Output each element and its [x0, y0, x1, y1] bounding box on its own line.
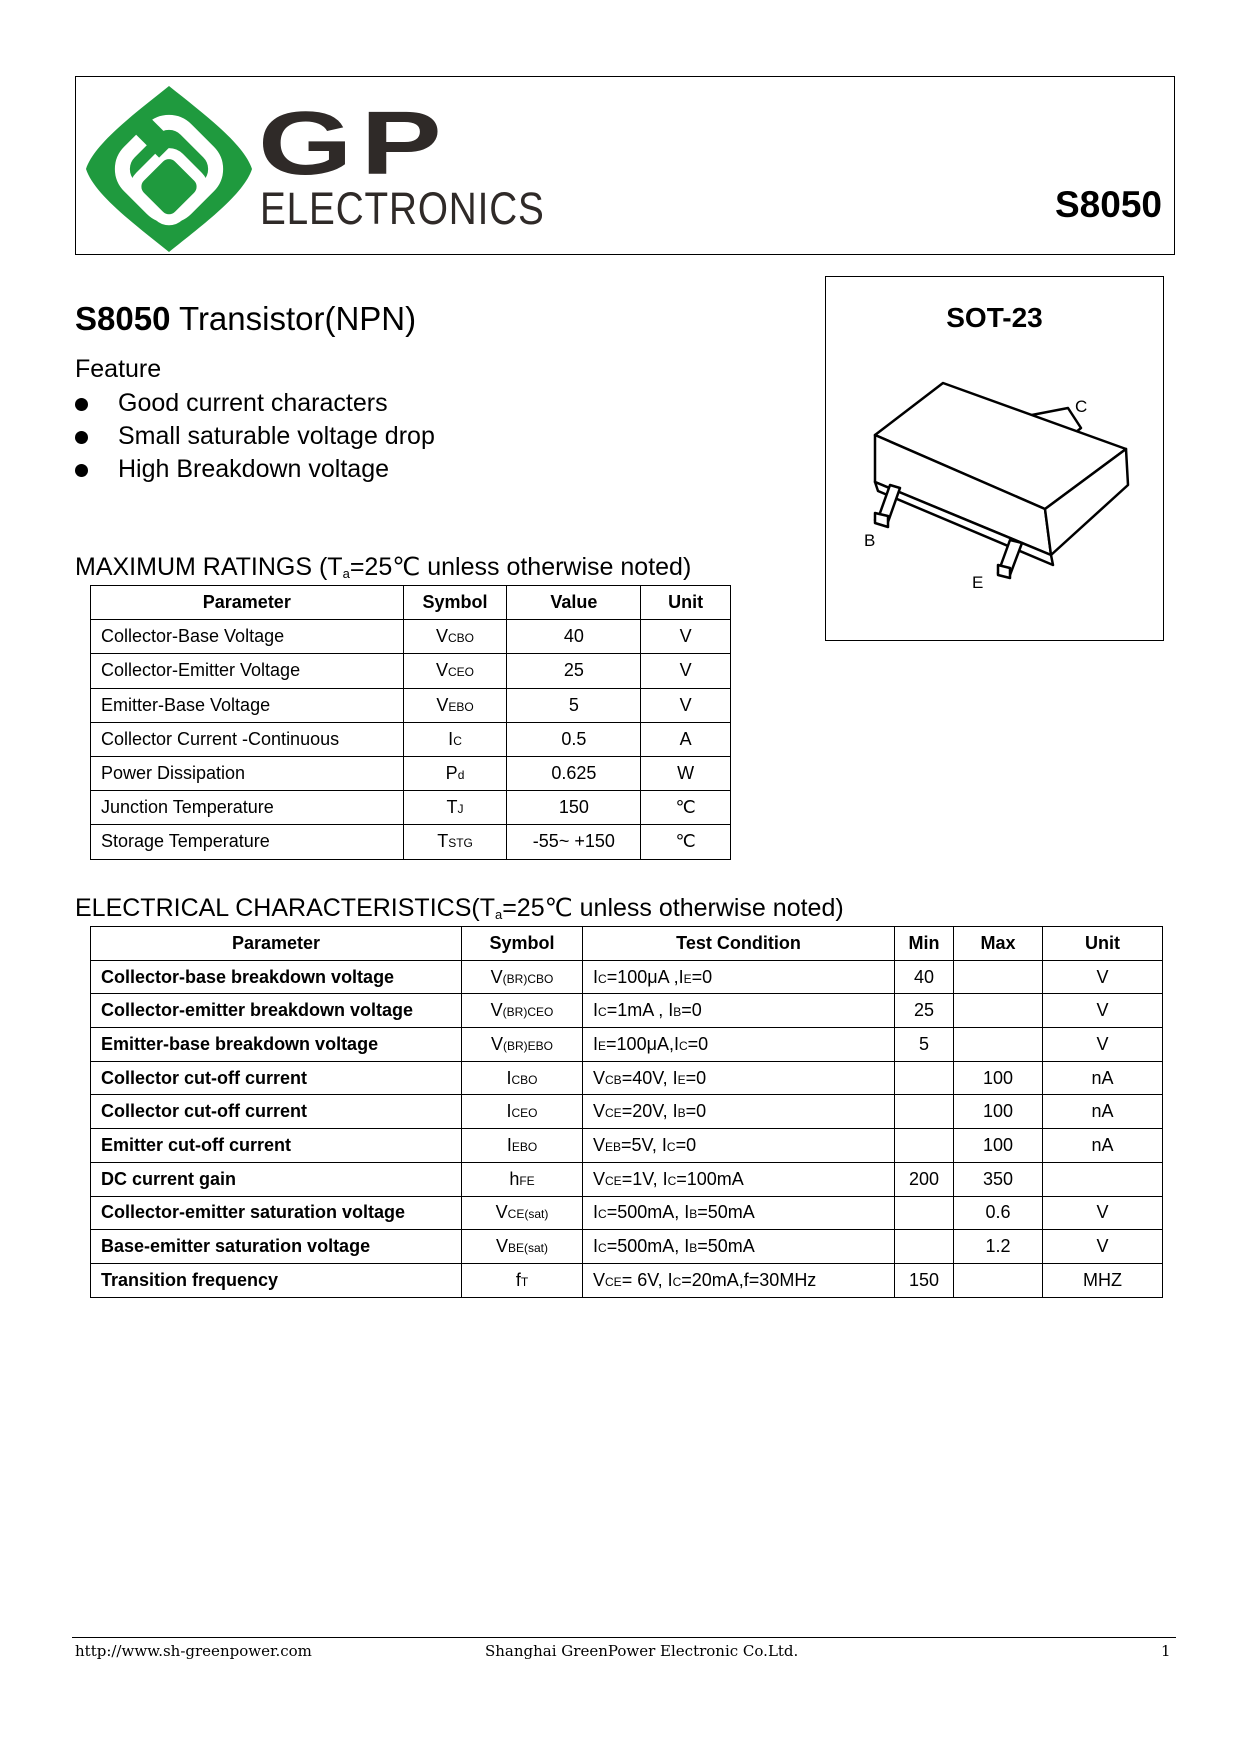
- symbol-cell: [462, 1095, 583, 1129]
- text-segment: CEO: [511, 1106, 538, 1121]
- text-segment: I: [448, 728, 454, 749]
- text-segment: f: [515, 1269, 521, 1290]
- param-cell: Emitter cut-off current: [91, 1129, 462, 1163]
- text-segment: =50mA: [697, 1236, 755, 1257]
- text-segment: CE: [605, 1106, 622, 1121]
- param-cell: Collector cut-off current: [91, 1095, 462, 1129]
- column-header: Value: [507, 586, 641, 620]
- text-segment: B: [689, 1207, 698, 1222]
- symbol-cell: [462, 960, 583, 994]
- unit-cell: V: [1043, 960, 1163, 994]
- param-cell: Collector-Emitter Voltage: [91, 654, 404, 688]
- table-row: [91, 791, 731, 825]
- text-segment: V: [436, 626, 449, 647]
- text-segment: =20V, I: [621, 1101, 678, 1122]
- text-segment: =50mA: [697, 1202, 755, 1223]
- text-segment: I: [593, 966, 599, 987]
- text-segment: E: [677, 1072, 686, 1087]
- unit-cell: [1043, 1162, 1163, 1196]
- page-title: [75, 302, 416, 335]
- feature-text: Good current characters: [118, 389, 388, 417]
- text-segment: V: [436, 694, 449, 715]
- text-segment: (BR)CEO: [502, 1005, 554, 1020]
- table-row: [91, 688, 731, 722]
- text-segment: B: [677, 1106, 686, 1121]
- unit-cell: nA: [1043, 1061, 1163, 1095]
- text-segment: h: [509, 1168, 520, 1189]
- text-segment: =0: [691, 966, 713, 987]
- table-row: [91, 960, 1163, 994]
- table-row: [91, 1196, 1163, 1230]
- logo-electronics-text: ELECTRONICS: [260, 183, 545, 234]
- symbol-cell: [462, 1196, 583, 1230]
- unit-cell: V: [641, 654, 731, 688]
- param-cell: Collector cut-off current: [91, 1061, 462, 1095]
- text-segment: B: [673, 1005, 682, 1020]
- condition-cell: [583, 1196, 895, 1230]
- pin-b-label: B: [864, 531, 876, 550]
- text-segment: CE(sat): [507, 1207, 549, 1222]
- text-segment: I: [593, 1202, 599, 1223]
- symbol-cell: [403, 688, 507, 722]
- text-segment: E: [598, 1038, 607, 1053]
- param-cell: Collector Current -Continuous: [91, 722, 404, 756]
- condition-cell: [583, 1095, 895, 1129]
- table-row: [91, 994, 1163, 1028]
- text-segment: I: [593, 1000, 599, 1021]
- param-cell: Junction Temperature: [91, 791, 404, 825]
- column-header: Parameter: [91, 927, 462, 961]
- text-segment: V: [593, 1067, 606, 1088]
- package-name: SOT-23: [946, 302, 1043, 333]
- text-segment: CBO: [448, 631, 475, 646]
- text-segment: STG: [448, 836, 473, 851]
- text-segment: EBO: [511, 1139, 538, 1154]
- text-segment: C: [453, 733, 462, 748]
- value-cell: 0.5: [507, 722, 641, 756]
- text-segment: =0: [681, 1000, 702, 1021]
- min-cell: [895, 1095, 954, 1129]
- text-segment: CBO: [511, 1072, 538, 1087]
- max-cell: [954, 960, 1043, 994]
- unit-cell: nA: [1043, 1129, 1163, 1163]
- unit-cell: ℃: [641, 825, 731, 859]
- symbol-cell: [462, 1028, 583, 1062]
- param-cell: Storage Temperature: [91, 825, 404, 859]
- condition-cell: [583, 1162, 895, 1196]
- text-segment: I: [506, 1134, 512, 1155]
- param-cell: Base-emitter saturation voltage: [91, 1230, 462, 1264]
- gp-logo-icon: [84, 84, 254, 254]
- min-cell: 200: [895, 1162, 954, 1196]
- max-cell: 100: [954, 1129, 1043, 1163]
- text-segment: E: [683, 971, 692, 986]
- min-cell: [895, 1061, 954, 1095]
- condition-cell: [583, 1028, 895, 1062]
- text-segment: V: [490, 1000, 503, 1021]
- unit-cell: MHZ: [1043, 1263, 1163, 1297]
- unit-cell: ℃: [641, 791, 731, 825]
- column-header: Parameter: [91, 586, 404, 620]
- text-segment: I: [506, 1101, 512, 1122]
- symbol-cell: [462, 1230, 583, 1264]
- feature-item: [75, 424, 435, 449]
- table-row: [91, 1162, 1163, 1196]
- text-segment: V: [495, 1236, 508, 1257]
- text-segment: =0: [675, 1134, 697, 1155]
- param-cell: Collector-emitter breakdown voltage: [91, 994, 462, 1028]
- unit-cell: V: [1043, 1028, 1163, 1062]
- footer-url[interactable]: http://www.sh-greenpower.com: [75, 1642, 312, 1660]
- min-cell: [895, 1129, 954, 1163]
- text-segment: =1mA , I: [606, 1000, 674, 1021]
- max-cell: 350: [954, 1162, 1043, 1196]
- unit-cell: V: [641, 620, 731, 654]
- min-cell: [895, 1230, 954, 1264]
- condition-cell: [583, 994, 895, 1028]
- table-row: [91, 654, 731, 688]
- text-segment: BE(sat): [508, 1241, 549, 1256]
- unit-cell: nA: [1043, 1095, 1163, 1129]
- text-segment: =1V, I: [621, 1168, 668, 1189]
- text-segment: V: [495, 1202, 508, 1223]
- text-segment: V: [593, 1134, 606, 1155]
- symbol-cell: [462, 1061, 583, 1095]
- condition-cell: [583, 1230, 895, 1264]
- text-segment: C: [598, 1207, 607, 1222]
- max-cell: [954, 994, 1043, 1028]
- text-segment: T: [437, 831, 449, 852]
- column-header: Symbol: [403, 586, 507, 620]
- text-segment: =0: [685, 1101, 707, 1122]
- condition-cell: [583, 960, 895, 994]
- symbol-cell: [403, 756, 507, 790]
- text-segment: V: [436, 660, 449, 681]
- table-row: [91, 825, 731, 859]
- value-cell: 150: [507, 791, 641, 825]
- param-cell: Transition frequency: [91, 1263, 462, 1297]
- text-segment: J: [457, 802, 464, 817]
- feature-text: High Breakdown voltage: [118, 455, 389, 483]
- table-row: [91, 1129, 1163, 1163]
- text-segment: I: [506, 1067, 512, 1088]
- symbol-cell: [403, 654, 507, 688]
- param-cell: Power Dissipation: [91, 756, 404, 790]
- text-segment: C: [666, 1139, 676, 1154]
- text-segment: =20mA,f=30MHz: [681, 1269, 817, 1290]
- table-row: [91, 1263, 1163, 1297]
- text-segment: =40V, I: [621, 1067, 678, 1088]
- page-number: 1: [1161, 1642, 1171, 1660]
- text-segment: V: [593, 1101, 606, 1122]
- symbol-cell: [403, 722, 507, 756]
- symbol-cell: [462, 1263, 583, 1297]
- min-cell: 150: [895, 1263, 954, 1297]
- bullet-icon: [75, 398, 88, 411]
- value-cell: 5: [507, 688, 641, 722]
- text-segment: FE: [519, 1173, 535, 1188]
- text-segment: CB: [605, 1072, 622, 1087]
- unit-cell: V: [1043, 1196, 1163, 1230]
- text-segment: =100mA: [676, 1168, 744, 1189]
- symbol-cell: [403, 620, 507, 654]
- text-segment: = 6V, I: [621, 1269, 673, 1290]
- text-segment: B: [689, 1241, 698, 1256]
- electrical-table: [90, 926, 1163, 1298]
- feature-heading: Feature: [75, 355, 162, 383]
- text-segment: V: [490, 1033, 503, 1054]
- table-row: [91, 1095, 1163, 1129]
- symbol-cell: [462, 1129, 583, 1163]
- max-cell: 100: [954, 1061, 1043, 1095]
- pin-c-label: C: [1075, 397, 1088, 416]
- max-ratings-table: [90, 585, 731, 860]
- footer-divider: [72, 1637, 1176, 1638]
- logo-gp-text: GP: [258, 94, 450, 194]
- table-row: [91, 1061, 1163, 1095]
- text-segment: I: [593, 1033, 599, 1054]
- text-segment: V: [593, 1168, 606, 1189]
- pin-e-label: E: [972, 573, 984, 592]
- param-cell: Emitter-Base Voltage: [91, 688, 404, 722]
- electrical-heading: ELECTRICAL $CHARACTERISTICS(T_a=25℃$ unless otherwise noted): [75, 894, 844, 922]
- text-segment: =100μA ,I: [606, 966, 684, 987]
- text-segment: T: [520, 1274, 529, 1289]
- unit-cell: V: [641, 688, 731, 722]
- header-part-number: S8050: [1055, 184, 1162, 225]
- column-header: Unit: [641, 586, 731, 620]
- text-segment: =0: [685, 1067, 707, 1088]
- table-row: [91, 620, 731, 654]
- text-segment: CE: [605, 1274, 622, 1289]
- condition-cell: [583, 1263, 895, 1297]
- text-segment: d: [457, 768, 465, 783]
- symbol-cell: [462, 994, 583, 1028]
- feature-item: [75, 457, 389, 482]
- title-part: S8050: [75, 300, 171, 337]
- max-cell: 100: [954, 1095, 1043, 1129]
- text-segment: EBO: [448, 699, 474, 714]
- text-segment: V: [593, 1269, 606, 1290]
- symbol-cell: [403, 791, 507, 825]
- value-cell: 25: [507, 654, 641, 688]
- text-segment: (BR)EBO: [503, 1038, 554, 1053]
- value-cell: -55~ +150: [507, 825, 641, 859]
- text-segment: CEO: [448, 665, 475, 680]
- min-cell: 25: [895, 994, 954, 1028]
- unit-cell: W: [641, 756, 731, 790]
- text-segment: =5V, I: [621, 1134, 667, 1155]
- text-segment: =500mA, I: [606, 1202, 690, 1223]
- unit-cell: A: [641, 722, 731, 756]
- table-row: [91, 756, 731, 790]
- min-cell: 5: [895, 1028, 954, 1062]
- text-segment: (BR)CBO: [502, 971, 554, 986]
- condition-cell: [583, 1061, 895, 1095]
- min-cell: 40: [895, 960, 954, 994]
- max-cell: [954, 1028, 1043, 1062]
- table-row: [91, 1028, 1163, 1062]
- param-cell: Emitter-base breakdown voltage: [91, 1028, 462, 1062]
- table-row: [91, 1230, 1163, 1264]
- column-header: Min: [895, 927, 954, 961]
- max-ratings-heading: MAXIMUM RATINGS ($T_a=25℃$ unless otherwise noted): [75, 553, 692, 581]
- text-segment: P: [445, 763, 458, 784]
- param-cell: Collector-emitter saturation voltage: [91, 1196, 462, 1230]
- feature-item: [75, 391, 388, 416]
- bullet-icon: [75, 431, 88, 444]
- text-segment: =0: [687, 1033, 709, 1054]
- max-cell: [954, 1263, 1043, 1297]
- value-cell: 40: [507, 620, 641, 654]
- max-cell: 0.6: [954, 1196, 1043, 1230]
- sot23-package-icon: [860, 375, 1140, 605]
- max-cell: 1.2: [954, 1230, 1043, 1264]
- text-segment: T: [446, 797, 458, 818]
- feature-text: Small saturable voltage drop: [118, 422, 435, 450]
- text-segment: C: [598, 971, 607, 986]
- text-segment: V: [490, 966, 503, 987]
- text-segment: C: [598, 1241, 607, 1256]
- text-segment: CE: [605, 1173, 622, 1188]
- symbol-cell: [462, 1162, 583, 1196]
- text-segment: =100μA,I: [606, 1033, 679, 1054]
- column-header: Test Condition: [583, 927, 895, 961]
- text-segment: C: [598, 1005, 607, 1020]
- param-cell: Collector-base breakdown voltage: [91, 960, 462, 994]
- param-cell: DC current gain: [91, 1162, 462, 1196]
- table-row: [91, 722, 731, 756]
- text-segment: C: [672, 1274, 682, 1289]
- param-cell: Collector-Base Voltage: [91, 620, 404, 654]
- text-segment: =500mA, I: [606, 1236, 690, 1257]
- title-desc: Transistor(NPN): [170, 300, 417, 337]
- condition-cell: [583, 1129, 895, 1163]
- bullet-icon: [75, 464, 88, 477]
- text-segment: EB: [605, 1139, 622, 1154]
- column-header: Symbol: [462, 927, 583, 961]
- symbol-cell: [403, 825, 507, 859]
- min-cell: [895, 1196, 954, 1230]
- text-segment: C: [678, 1038, 688, 1053]
- unit-cell: V: [1043, 1230, 1163, 1264]
- column-header: Unit: [1043, 927, 1163, 961]
- unit-cell: V: [1043, 994, 1163, 1028]
- column-header: Max: [954, 927, 1043, 961]
- footer-company: Shanghai GreenPower Electronic Co.Ltd.: [485, 1642, 799, 1660]
- text-segment: I: [593, 1236, 599, 1257]
- text-segment: C: [667, 1173, 677, 1188]
- value-cell: 0.625: [507, 756, 641, 790]
